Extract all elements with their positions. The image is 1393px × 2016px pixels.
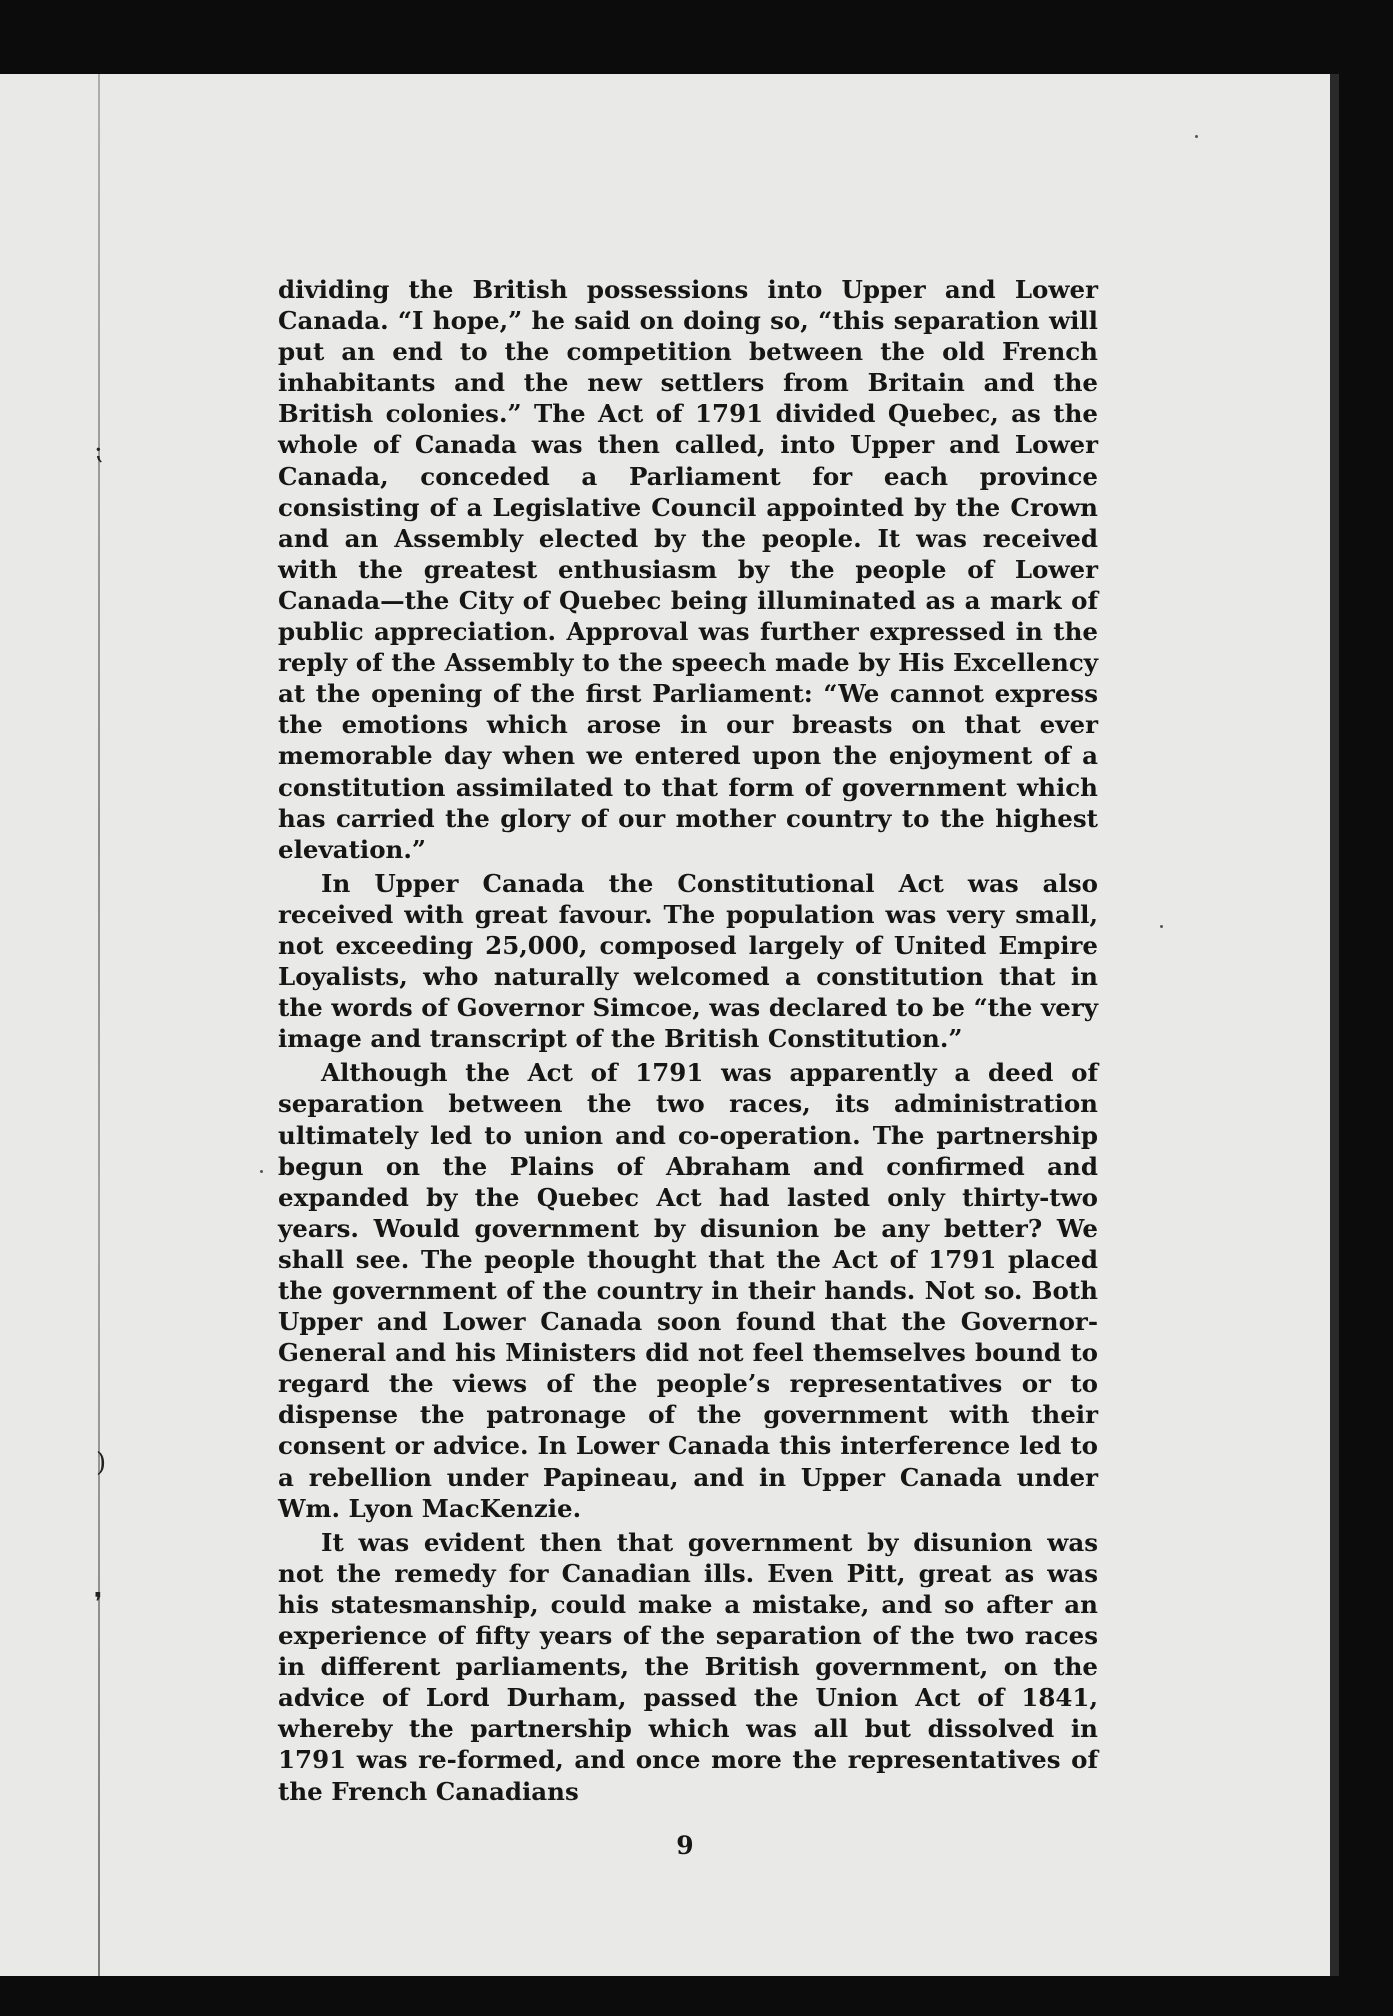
scan-speck <box>1195 135 1198 138</box>
scan-speck <box>260 1170 263 1173</box>
paragraph-4: It was evident then that government by disunion was not the remedy for Canadian ills. Even Pitt, great as was his statesmanship, could make a mistake, and so after an experience of fifty years of the separation of the two races in different parliaments, the British government, on the advice of Lord Durham, passed the Union Act of 1841, whereby the partnership which was all but dissolved in 1791 was re-formed, and once more the representatives of the French Canadians <box>278 1527 1098 1806</box>
scan-speck <box>1160 925 1163 928</box>
paragraph-1: dividing the British possessions into Upper and Lower Canada. “I hope,” he said on doing so, “this separation will put an end to the competition between the old French inhabitants and the new settlers from Britain and the British colonies.” The Act of 1791 divided Quebec, as the whole of Canada was then called, into Upper and Lower Canada, conceded a Parliament for each province consisting of a Legislative Council appointed by the Crown and an Assembly elected by the people. It was received with the greatest enthusiasm by the people of Lower Canada—the City of Quebec being illuminated as a mark of public appreciation. Approval was further expressed in the reply of the Assembly to the speech made by His Excellency at the opening of the first Parliament: “We cannot express the emotions which arose in our breasts on that ever memorable day when we entered upon the enjoyment of a constitution assimilated to that form of government which has carried the glory of our mother country to the highest elevation.” <box>278 275 1098 864</box>
page-edge-shadow <box>1330 74 1339 1976</box>
margin-mark: ⁏ <box>94 436 103 466</box>
margin-mark: ❜ <box>94 1588 103 1618</box>
paragraph-2: In Upper Canada the Constitutional Act was also received with great favour. The population was very small, not exceeding 25,000, composed largely of United Empire Loyalists, who naturally welcomed a constitution that in the words of Governor Simcoe, was declared to be “the very image and transcript of the British Constitution.” <box>278 868 1098 1054</box>
body-text <box>278 274 1098 1807</box>
paragraph-3: Although the Act of 1791 was apparently a deed of separation between the two races, its administration ultimately led to union and co-operation. The partnership begun on the Plains of Abraham and confirmed and expanded by the Quebec Act had lasted only thirty-two years. Would government by disunion be any better? We shall see. The people thought that the Act of 1791 placed the government of the country in their hands. Not so. Both Upper and Lower Canada soon found that the Governor-General and his Ministers did not feel themselves bound to regard the views of the people’s representatives or to dispense the patronage of the government with their consent or advice. In Lower Canada this interference led to a rebellion under Papineau, and in Upper Canada under Wm. Lyon MacKenzie. <box>278 1058 1098 1523</box>
page-number: 9 <box>676 1831 694 1860</box>
binding-line <box>98 74 100 1976</box>
margin-mark: ) <box>96 1448 107 1478</box>
document-page <box>0 74 1330 1976</box>
